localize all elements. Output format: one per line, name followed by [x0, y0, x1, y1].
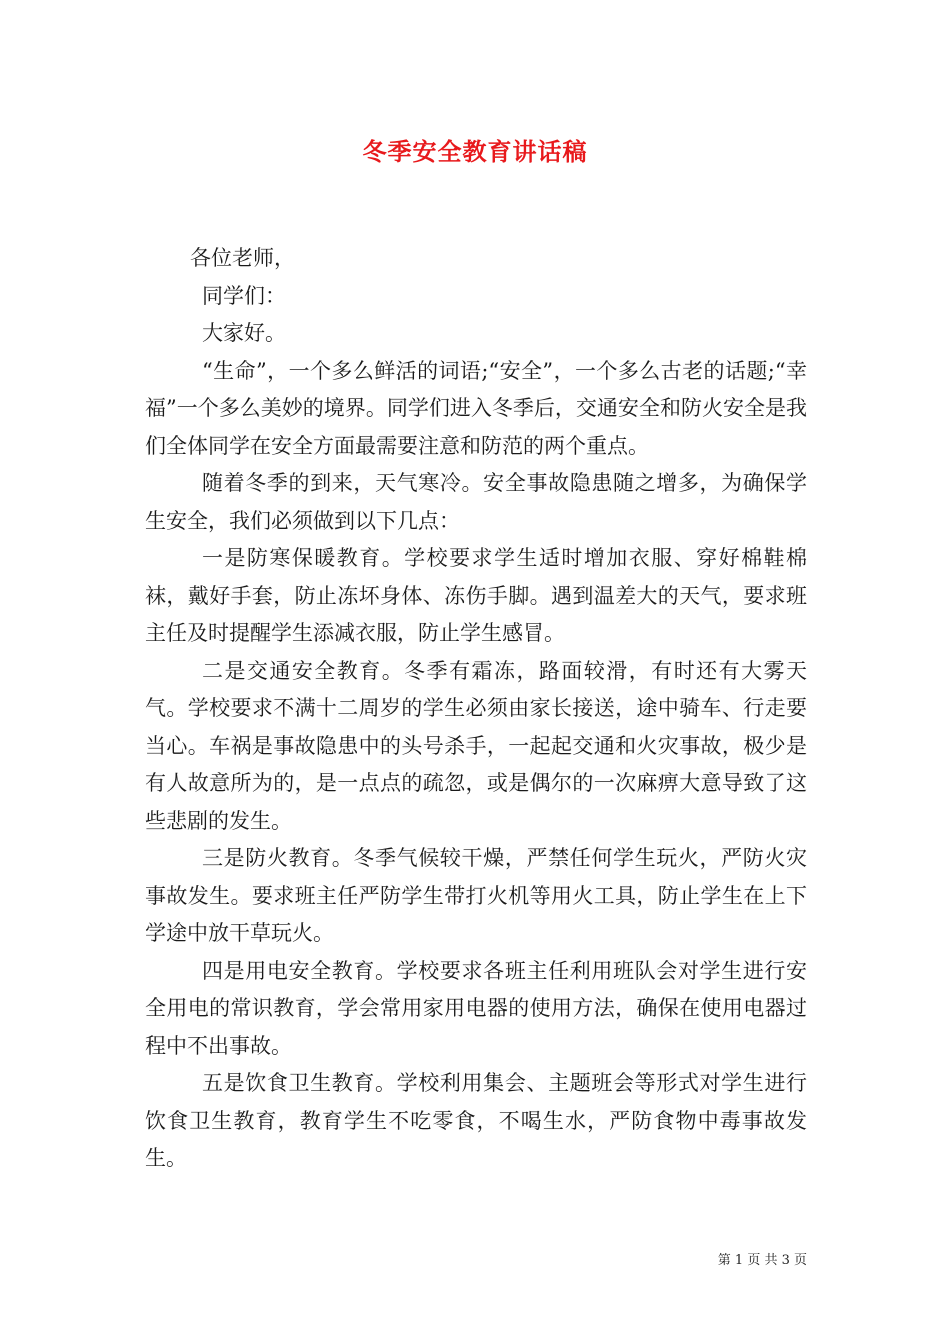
document-body — [145, 240, 807, 1178]
document-title: 冬季安全教育讲话稿 — [362, 137, 588, 166]
paragraph: 随着冬季的到来，天气寒冷。安全事故隐患随之增多，为确保学生安全，我们必须做到以下几点： — [145, 471, 807, 533]
paragraph: 一是防寒保暖教育。学校要求学生适时增加衣服、穿好棉鞋棉袜，戴好手套，防止冻坏身体、冻伤手脚。遇到温差大的天气，要求班主任及时提醒学生添减衣服，防止学生感冒。 — [145, 546, 807, 645]
greeting-line: 同学们： — [202, 283, 286, 308]
salutation: 各位老师， — [190, 246, 295, 270]
page-number-footer: 第 1 页 共 3 页 — [717, 1253, 807, 1268]
paragraph: 二是交通安全教育。冬季有霜冻，路面较滑，有时还有大雾天气。学校要求不满十二周岁的学生必须由家长接送，途中骑车、行走要当心。车祸是事故隐患中的头号杀手，一起起交通和火灾事故，极少是有人故意所为的，是一点点的疏忽，或是偶尔的一次麻痹大意导致了这些悲剧的发生。 — [145, 658, 807, 833]
paragraph: 四是用电安全教育。学校要求各班主任利用班队会对学生进行安全用电的常识教育，学会常用家用电器的使用方法，确保在使用电器过程中不出事故。 — [145, 958, 807, 1058]
paragraph: 五是饮食卫生教育。学校利用集会、主题班会等形式对学生进行饮食卫生教育，教育学生不吃零食，不喝生水，严防食物中毒事故发生。 — [145, 1071, 807, 1170]
paragraph: 三是防火教育。冬季气候较干燥，严禁任何学生玩火，严防火灾事故发生。要求班主任严防学生带打火机等用火工具，防止学生在上下学途中放干草玩火。 — [145, 846, 807, 945]
greeting-line: 大家好。 — [202, 321, 286, 345]
paragraph: “生命”，一个多么鲜活的词语;“安全”，一个多么古老的话题;“幸福”一个多么美妙的境界。同学们进入冬季后，交通安全和防火安全是我们全体同学在安全方面最需要注意和防范的两个重点。 — [145, 358, 807, 458]
